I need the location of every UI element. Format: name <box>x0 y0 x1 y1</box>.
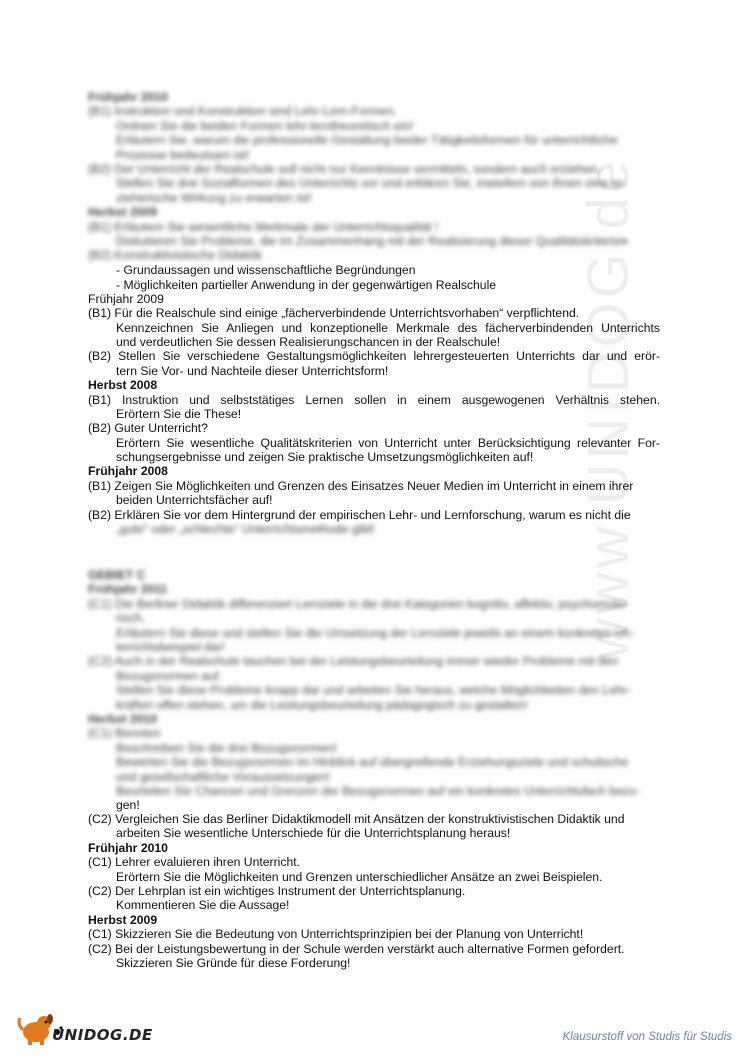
question-line: arbeiten Sie wesentliche Unterschiede für die Unterrichtsplanung heraus! <box>116 826 511 840</box>
blurred-line: Bewerten Sie die Bezugsnormen im Hinblick auf übergreifende Erziehungsziele und schulische <box>116 755 629 770</box>
question-line: Kennzeichnen Sie Anliegen und konzeptionelle Merkmale des fächerverbindenden Unterrichts <box>116 321 660 335</box>
blurred-line: (B1) Erläutern Sie wesentliche Merkmale der Unterrichtsqualität ! <box>88 219 439 234</box>
logo-text: UNIDOG.DE <box>52 1026 153 1044</box>
question-line: (C2) Vergleichen Sie das Berliner Didaktikmodell mit Ansätzen der konstruktivistischen Didaktik und <box>88 812 625 826</box>
question-line: „gute“ oder „schlechte“ Unterrichtsmethode gibt! <box>116 522 375 536</box>
blurred-line: Erläutern Sie, warum die professionelle Gestaltung beider Tätigkeitsformen für unterrichtliche <box>116 133 618 148</box>
section-heading: Herbst 2008 <box>88 378 158 392</box>
blurred-line: zieherische Wirkung zu erwarten ist! <box>116 190 312 205</box>
blurred-line: kräften offen stehen, um die Leistungsbeurteilung pädagogisch zu gestalten! <box>116 697 528 712</box>
blurred-heading: GEBIET C <box>88 568 146 582</box>
section-heading: Herbst 2009 <box>88 913 158 927</box>
question-line: beiden Unterrichtsfächer auf! <box>116 493 273 507</box>
blurred-line: Stellen Sie drei Sozialformen des Unterrichts vor und erklären Sie, inwiefern von ihnen eine er- <box>116 176 627 191</box>
question-line: (B1) Zeigen Sie Möglichkeiten und Grenzen des Einsatzes Neuer Medien im Unterricht in einem ihrer <box>88 479 634 493</box>
blurred-line: terrichtsbeispiel dar! <box>116 640 226 654</box>
blurred-line: risch. <box>116 611 146 626</box>
blurred-line: Prozesse bedeutsam ist! <box>116 147 250 162</box>
blurred-line: (C1) Die Berliner Didaktik differenziert Lernziele in die drei Kategorien kognitiv, affektiv, psychomoto- <box>88 596 629 611</box>
blurred-heading: Herbst 2010 <box>88 712 158 726</box>
question-line: (B1) Für die Realschule sind einige „fächerverbindende Unterrichtsvorhaben“ verpflichtend. <box>88 306 580 320</box>
question-line: gen! <box>116 798 140 812</box>
blurred-line: Beurteilen Sie Chancen und Grenzen der Bezugsnormen auf ein konkretes Unterrichtsfach bezo- <box>116 784 640 798</box>
question-line: (C2) Bei der Leistungsbewertung in der Schule werden verstärkt auch alternative Formen gefordert. <box>88 942 625 956</box>
footer-tagline: Klausurstoff von Studis für Studis <box>562 1031 732 1043</box>
question-line: Erörtern Sie die These! <box>116 407 242 421</box>
blurred-line: Bezugsnormen auf. <box>116 668 222 683</box>
blurred-heading: Herbst 2009 <box>88 205 158 220</box>
section-heading: Frühjahr 2010 <box>88 841 168 855</box>
question-line: tern Sie Vor- und Nachteile dieser Unterrichtsform! <box>116 364 389 378</box>
blurred-line: Ordnen Sie die beiden Formen lehr-lerntheoretisch ein! <box>116 118 414 133</box>
question-line: (B2) Guter Unterricht? <box>88 421 208 435</box>
question-line: Kommentieren Sie die Aussage! <box>116 898 290 912</box>
blurred-line: Stellen Sie diese Probleme knapp dar und arbeiten Sie heraus, welche Möglichkeiten den Lehr- <box>116 683 631 698</box>
question-line: (B2) Erklären Sie vor dem Hintergrund der empirischen Lehr- und Lernforschung, warum es nicht die <box>88 508 631 522</box>
question-line: (B2) Stellen Sie verschiedene Gestaltungsmöglichkeiten lehrergesteuerten Unterrichts dar und erör- <box>88 349 660 363</box>
section-heading: Frühjahr 2009 <box>88 292 164 306</box>
question-line: Skizzieren Sie Gründe für diese Forderung! <box>116 956 351 970</box>
blurred-line: (C1) Benoten <box>88 726 161 741</box>
question-line: (C1) Skizzieren Sie die Bedeutung von Unterrichtsprinzipien bei der Planung von Unterricht! <box>88 927 584 941</box>
blurred-line: Diskutieren Sie Probleme, die im Zusammenhang mit der Realisierung dieser Qualitätskriterien <box>116 234 628 248</box>
watermark: www.UNIDOG.de <box>576 156 641 660</box>
blurred-line: (B2) Der Unterricht der Realschule soll nicht nur Kenntnisse vermitteln, sondern auch erziehen. <box>88 162 601 176</box>
question-line: Erörtern Sie die Möglichkeiten und Grenzen unterschiedlicher Ansätze an zwei Beispielen. <box>116 870 603 884</box>
blurred-line: und gesellschaftliche Voraussetzungen! <box>116 769 331 784</box>
question-line: und verdeutlichen Sie dessen Realisierungschancen in der Realschule! <box>116 335 501 349</box>
blurred-line: Erläutern Sie diese und stellen Sie die Umsetzung der Lernziele jeweils an einem konkreten Un- <box>116 625 635 640</box>
section-heading: Frühjahr 2008 <box>88 464 168 478</box>
blurred-line: (B2) Konstruktivistische Didaktik <box>88 248 263 263</box>
bullet-line: - Grundaussagen und wissenschaftliche Begründungen <box>116 263 416 277</box>
blurred-line: (B1) Instruktion und Konstruktion sind Lehr-Lern-Formen. <box>88 104 397 119</box>
blurred-heading: Frühjahr 2010 <box>88 90 168 104</box>
question-line: (C1) Lehrer evaluieren ihren Unterricht. <box>88 855 301 869</box>
bullet-line: - Möglichkeiten partieller Anwendung in der gegenwärtigen Realschule <box>116 278 497 292</box>
question-line: schungsergebnisse und zeigen Sie praktische Umsetzungsmöglichkeiten auf! <box>116 450 534 464</box>
blurred-line: (C2) Auch in der Realschule tauchen bei der Leistungsbeurteilung immer wieder Probleme mit den <box>88 654 619 669</box>
blurred-line: Beschreiben Sie die drei Bezugsnormen! <box>116 740 337 755</box>
question-line: (C2) Der Lehrplan ist ein wichtiges Instrument der Unterrichtsplanung. <box>88 884 466 898</box>
question-line: Erörtern Sie wesentliche Qualitätskriterien von Unterricht unter Berücksichtigung relevanter For- <box>116 436 660 450</box>
question-line: (B1) Instruktion und selbststätiges Lernen sollen in einem ausgewogenen Verhältnis stehen. <box>88 393 660 407</box>
blurred-heading: Frühjahr 2011 <box>88 582 168 597</box>
